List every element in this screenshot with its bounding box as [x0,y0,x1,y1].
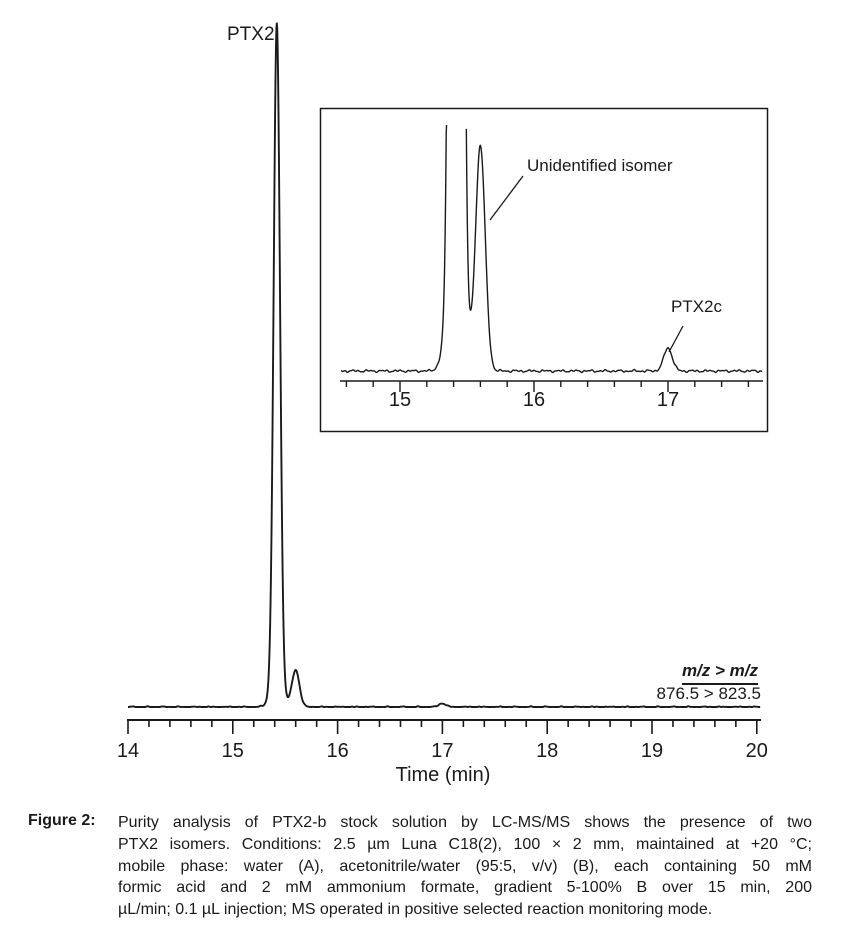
main-tick-label-20: 20 [745,740,768,762]
srm-transition-value: 876.5 > 823.5 [656,684,761,703]
figure-caption-text [118,812,812,921]
inset-tick-label-17: 17 [656,389,680,411]
main-trace [128,23,760,707]
main-tick-label-18: 18 [536,740,559,762]
figure-caption-line-3: mobile phase: water (A), acetonitrile/water (95:5, v/v) (B), each containing 50 mM [118,857,812,875]
main-tick-label-19: 19 [640,740,664,762]
inset-tick-label-16: 16 [522,389,546,411]
main-tick-label-15: 15 [221,740,244,762]
figure-caption-line-2: PTX2 isomers. Conditions: 2.5 µm Luna C18(2), 100 × 2 mm, maintained at +20 °C; [118,835,812,853]
figure-caption-label: Figure 2: [28,812,96,829]
srm-transition-header: m/z > m/z [682,661,758,685]
main-tick-label-14: 14 [116,740,140,762]
figure-caption-line-1: Purity analysis of PTX2-b stock solution by LC-MS/MS shows the presence of two [118,814,812,831]
inset-ptx2c-label: PTX2c [671,297,723,316]
time-axis-label: Time (min) [395,764,491,786]
main-tick-label-16: 16 [326,740,349,762]
main-peak-label: PTX2 [227,24,275,45]
main-x-axis-ticks [128,720,757,734]
figure-caption-line-4: formic acid and 2 mM ammonium formate, gradient 5-100% B over 15 min, 200 [118,879,812,897]
figure-caption [28,812,818,921]
ptx2c-leader-line [669,326,683,352]
inset-isomer-label: Unidentified isomer [527,156,673,175]
isomer-leader-line [490,176,523,220]
figure-caption-line-5: µL/min; 0.1 µL injection; MS operated in positive selected reaction monitoring mode. [118,901,713,919]
inset-tick-label-15: 15 [388,389,412,411]
main-tick-label-17: 17 [431,740,454,762]
